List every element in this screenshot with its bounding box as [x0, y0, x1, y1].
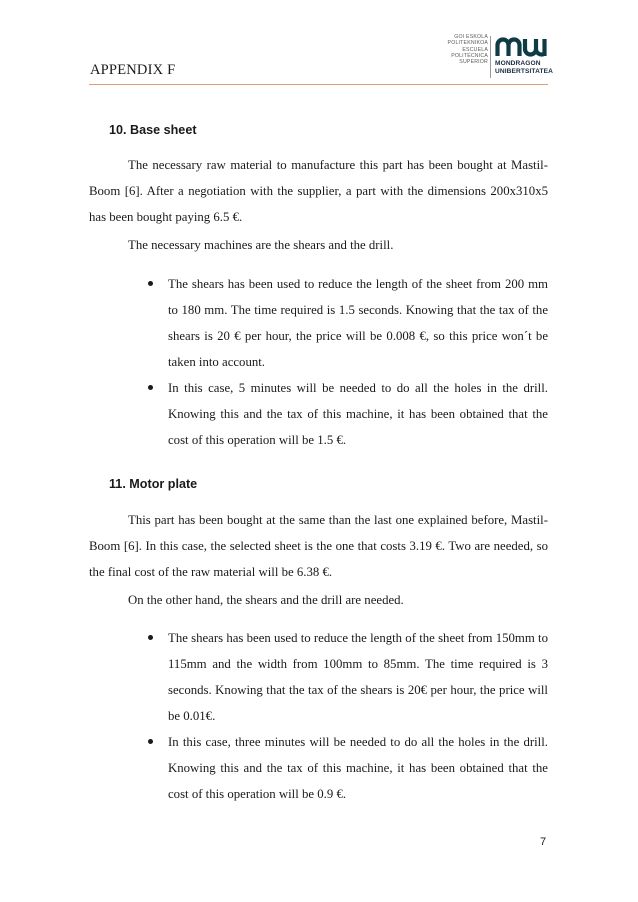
list-item: The shears has been used to reduce the length of the sheet from 150mm to 115mm and the width from 100mm to 85mm. The time required is 3 seconds. Knowing that the tax of the shears is 20€ per hour, the price will be 0.01€.	[128, 625, 548, 729]
page-header-title: APPENDIX F	[90, 62, 176, 78]
list-item: In this case, 5 minutes will be needed to do all the holes in the drill. Knowing this and the tax of this machine, it has been obtained that the cost of this operation will be 1.5 €.	[128, 375, 548, 453]
page-number: 7	[540, 836, 547, 848]
mondragon-university-logo	[436, 34, 553, 80]
header-divider	[89, 84, 548, 85]
bullet-icon	[148, 635, 153, 640]
bullet-icon	[148, 385, 153, 390]
body-paragraph: On the other hand, the shears and the drill are needed.	[128, 593, 404, 607]
bullet-icon	[148, 281, 153, 286]
list-item: The shears has been used to reduce the length of the sheet from 200 mm to 180 mm. The time required is 1.5 seconds. Knowing that the tax of the shears is 20 € per hour, the price will be 0.008 €, so this price won´t be taken into account.	[128, 271, 548, 375]
logo-university-name: MONDRAGON UNIBERTSITATEA	[495, 60, 553, 75]
bullet-list	[128, 271, 548, 453]
body-paragraph: The necessary raw material to manufacture this part has been bought at Mastil-Boom [6]. After a negotiation with the supplier, a part with the dimensions 200x310x5 has been bought paying 6.5 €.	[89, 158, 548, 224]
list-item: In this case, three minutes will be needed to do all the holes in the drill. Knowing this and the tax of this machine, it has been obtained that the cost of this operation will be 0.9 €.	[128, 729, 548, 807]
body-paragraph: This part has been bought at the same than the last one explained before, Mastil-Boom [6]. In this case, the selected sheet is the one that costs 3.19 €. Two are needed, so the final cost of the raw material will be 6.38 €.	[89, 513, 548, 579]
body-paragraph: The necessary machines are the shears and the drill.	[128, 238, 394, 252]
section-heading: 11. Motor plate	[109, 477, 198, 491]
section-heading: 10. Base sheet	[109, 123, 197, 137]
bullet-list	[128, 625, 548, 807]
mu-logo-icon	[495, 37, 547, 57]
logo-school-name: GOI ESKOLA POLITEKNIKOA ESCUELA POLITÉCNICA SUPERIOR	[447, 34, 488, 66]
bullet-icon	[148, 739, 153, 744]
logo-divider	[490, 36, 491, 78]
